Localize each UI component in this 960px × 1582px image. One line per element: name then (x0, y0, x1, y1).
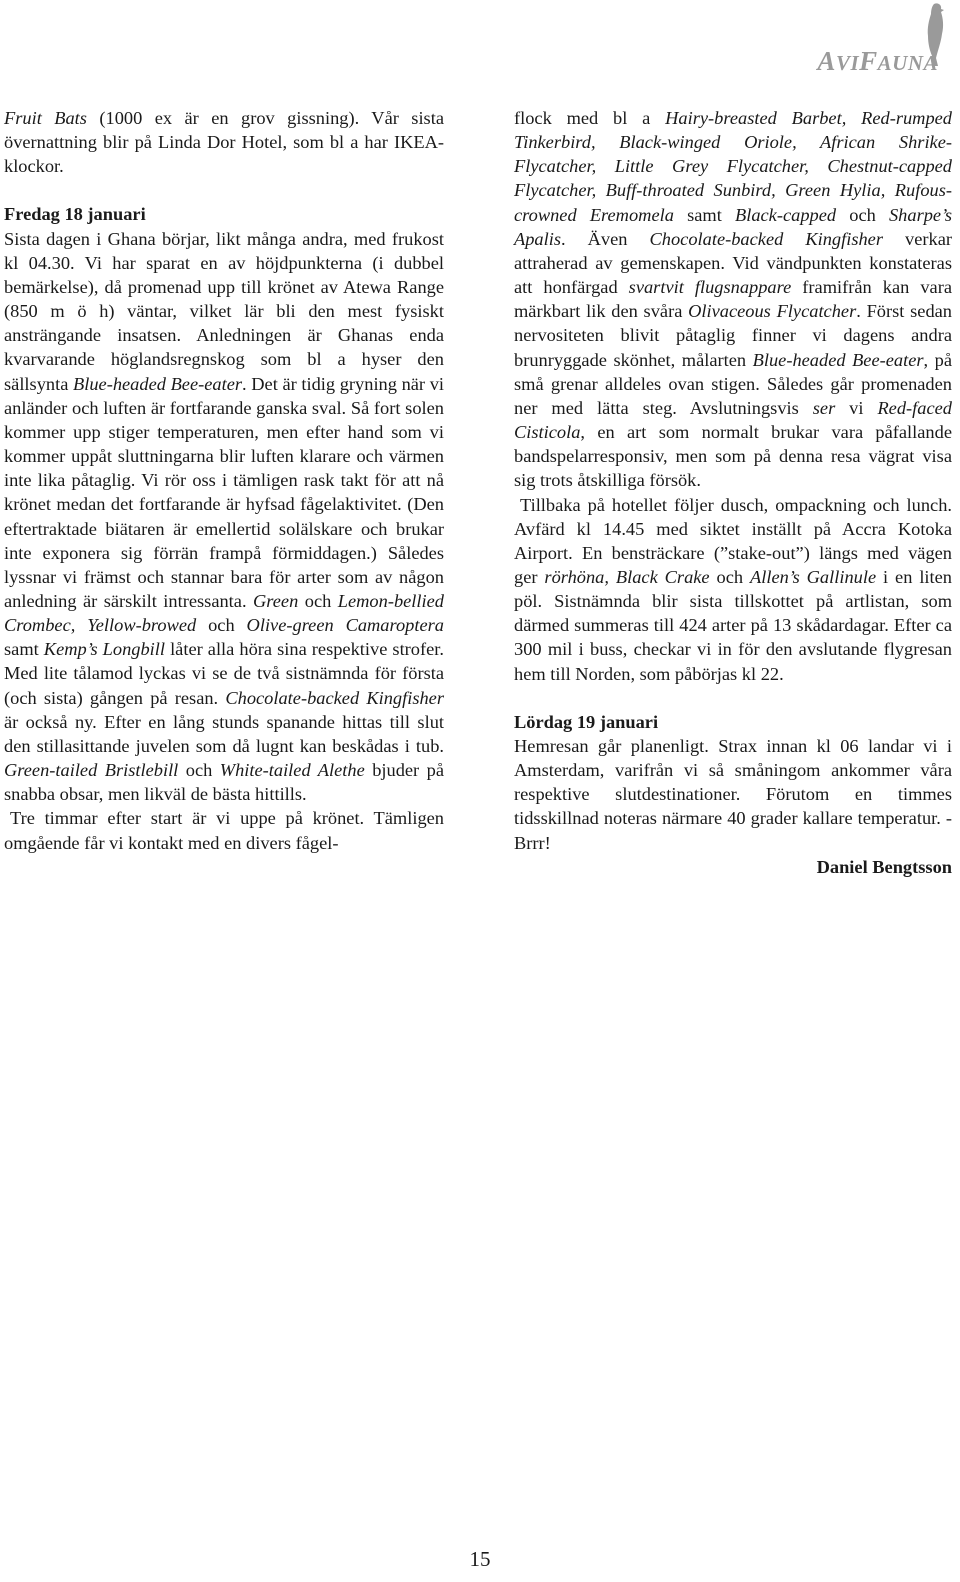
paragraph: Tre timmar efter start är vi uppe på krönet. Tämligen omgående får vi kontakt med en divers fågel- (4, 808, 444, 853)
left-column (4, 106, 444, 855)
page-number: 15 (469, 1547, 491, 1571)
paragraph: flock med bl a Hairy-breasted Barbet, Red-rumped Tinkerbird, Black-winged Oriole, African Shrike-Flycatcher, Little Grey Flycatcher, Chestnut-capped Flycatcher, Buff-throated Sunbird, Green Hylia, Rufous-crowned Eremomela samt Black-capped och Sharpe’s Apalis. Även Chocolate-backed Kingfisher verkar attraherad av gemenskapen. Vid vändpunkten konstateras att honfärgad svartvit flugsnappare framifrån kan vara märkbart lik den svåra Olivaceous Flycatcher. Först sedan nervositeten blivit påtaglig finner vi dagens andra brunryggade skönhet, målarten Blue-headed Bee-eater, på små grenar alldeles ovan stigen. Således går promenaden ner med lätta steg. Avslutningsvis ser vi Red-faced Cisticola, en art som normalt brukar vara påfallande bandspelarresponsiv, men som på denna resa vägrat visa sig trots åtskilliga försök. (514, 108, 953, 491)
right-column (514, 106, 952, 879)
paragraph: Tillbaka på hotellet följer dusch, ompackning och lunch. Avfärd kl 14.45 med siktet inställt på Accra Kotoka Airport. En bensträckare (”stake-out”) längs med vägen ger rörhöna, Black Crake och Allen’s Gallinule i en liten pöl. Sistnämnda blir sista tillskottet på artlistan, som därmed summeras till 424 arter på 13 skådardagar. Efter ca 300 mil i buss, checkar vi in för den avslutande flygresan hem till Norden, som påbörjas kl 22. (514, 494, 953, 684)
paragraph: Sista dagen i Ghana börjar, likt många andra, med frukost kl 04.30. Vi har sparat en av höjdpunkterna (i dubbel bemärkelse), då promenad upp till krönet av Atewa Range (850 m ö h) väntar, vilket lär bli den mest fysiskt ansträngande insatsen. Anledningen är Ghanas enda kvarvarande höglandsregnskog som bl a hyser den sällsynta Blue-headed Bee-eater. Det är tidig gryning när vi anländer och luften är fortfarande ganska sval. Så fort solen kommer upp stiger temperaturen, men efter hand som vi kommer uppåt sluttningarna blir luften klarare och värmen inte lika påtaglig. Vi rör oss i tämligen rask takt för att nå krönet medan det fortfarande är hyfsad fågelaktivitet. (Den eftertraktade biätaren är emellertid solälskare och brukar inte exponera sig förrän frampå förmiddagen.) Således lyssnar vi främst och stannar bara för arter som av någon anledning är särskilt intressanta. Green och Lemon-bellied Crombec, Yellow-browed och Olive-green Camaroptera samt Kemp’s Longbill låter alla höra sina respektive strofer. Med lite tålamod lyckas vi se de två sistnämnda för första (och sista) gången på resan. Chocolate-backed Kingfisher är också ny. Efter en lång stunds spanande hittas till slut den stillasittande juvelen som då lugnt kan beskådas i tub. Green-tailed Bristlebill och White-tailed Alethe bjuder på snabba obsar, men likväl de bästa hittills. (4, 228, 445, 805)
bird-silhouette-icon (914, 2, 948, 68)
avifauna-logo (772, 2, 952, 76)
logo-text: AVIFAUNA (817, 46, 938, 76)
author-signature: Daniel Bengtsson (816, 856, 952, 877)
section-heading: Lördag 19 januari (514, 711, 659, 732)
section-heading: Fredag 18 januari (4, 204, 146, 225)
paragraph: Fruit Bats (1000 ex är en grov gissning). Vår sista övernattning blir på Linda Dor Hotel, som bl a har IKEA-klockor. (4, 108, 444, 177)
paragraph: Hemresan går planenligt. Strax innan kl 06 landar vi i Amsterdam, varifrån vi så småningom ankommer våra respektive slutdestinationer. Förutom en timmes tidsskillnad noteras närmare 40 grader kallare temperatur. -Brrr! (514, 735, 952, 853)
